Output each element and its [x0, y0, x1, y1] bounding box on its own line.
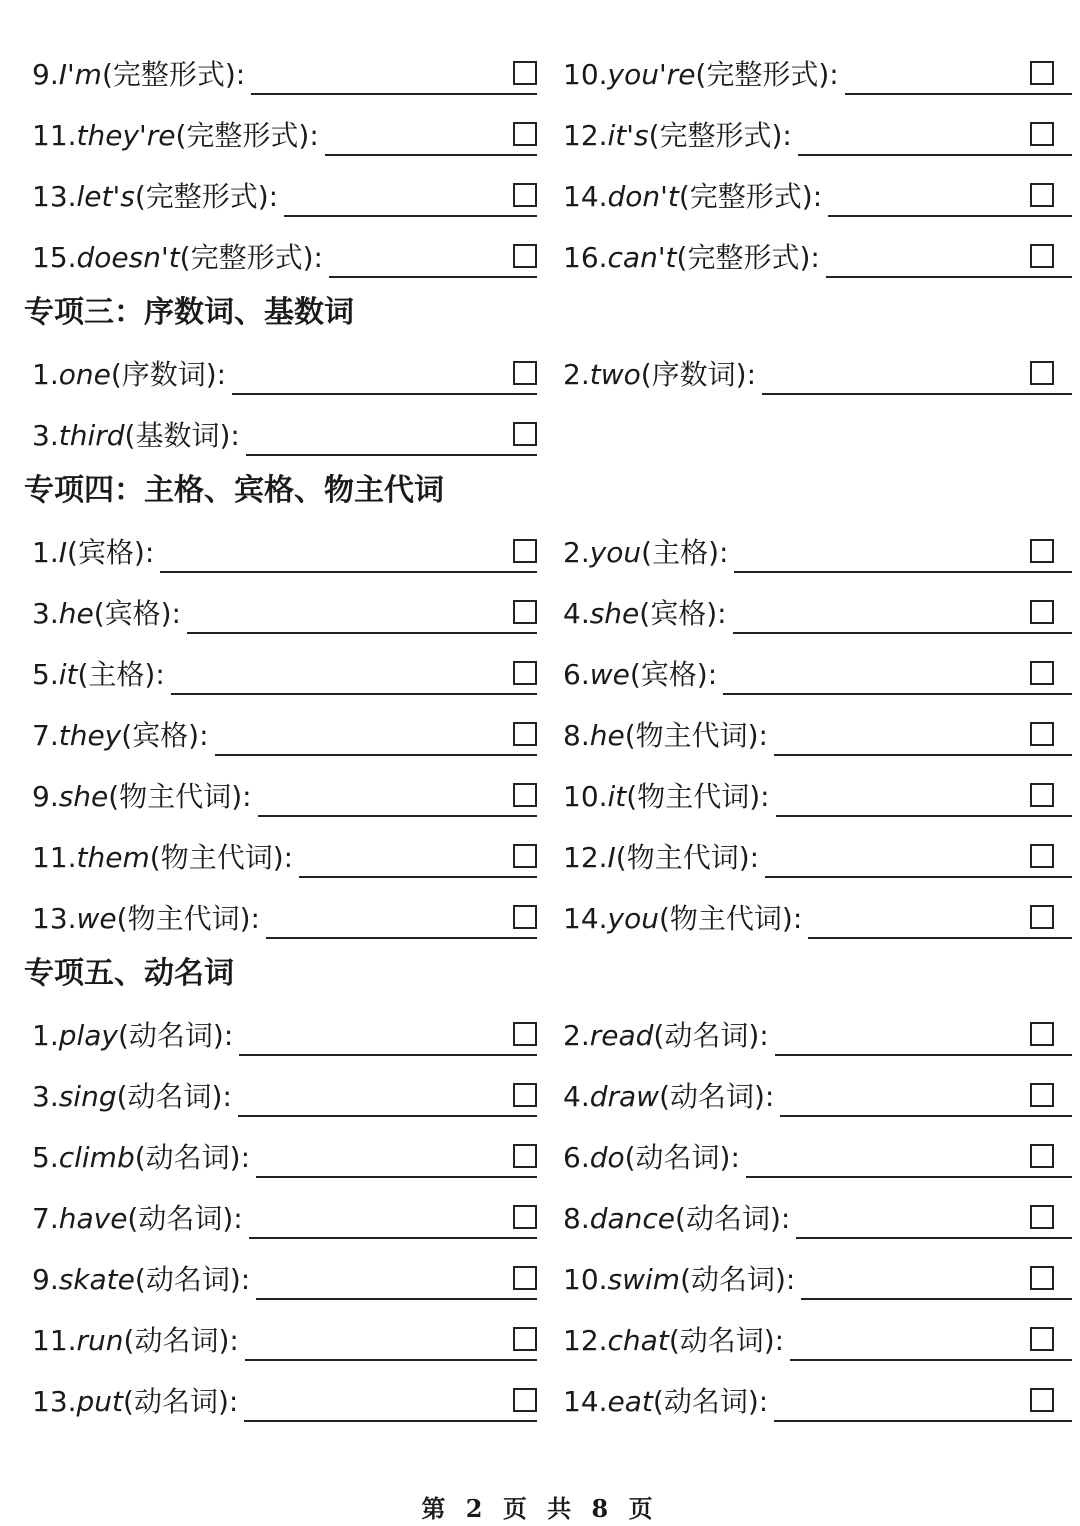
question-row: [22, 399, 1072, 460]
question-item: [547, 38, 1072, 99]
answer-blank[interactable]: [251, 92, 537, 95]
answer-blank[interactable]: [765, 875, 1072, 878]
question-item: [547, 1121, 1072, 1182]
question-item: [22, 760, 547, 821]
checkbox[interactable]: [513, 361, 537, 385]
answer-blank[interactable]: [801, 1297, 1072, 1300]
question-item: [547, 577, 1072, 638]
answer-blank[interactable]: [775, 1053, 1072, 1056]
question-item: [22, 699, 547, 760]
question-item: [22, 99, 547, 160]
answer-blank[interactable]: [160, 570, 537, 573]
checkbox[interactable]: [513, 1083, 537, 1107]
question-item: [547, 99, 1072, 160]
answer-blank[interactable]: [733, 631, 1072, 634]
question-row: [22, 999, 1072, 1060]
question-item: [22, 399, 547, 460]
question-label: 13.let's(完整形式):: [32, 180, 279, 213]
question-item: [22, 338, 547, 399]
question-item: [547, 1243, 1072, 1304]
question-label: 7.they(宾格):: [32, 719, 209, 752]
checkbox[interactable]: [1030, 539, 1054, 563]
checkbox[interactable]: [1030, 1266, 1054, 1290]
question-item: [547, 160, 1072, 221]
question-label: 3.he(宾格):: [32, 597, 181, 630]
question-row: [22, 1060, 1072, 1121]
answer-blank[interactable]: [171, 692, 537, 695]
answer-blank[interactable]: [245, 1358, 537, 1361]
question-item: [22, 1182, 547, 1243]
answer-blank[interactable]: [249, 1236, 537, 1239]
answer-blank[interactable]: [244, 1419, 537, 1422]
checkbox[interactable]: [513, 1205, 537, 1229]
question-row: [22, 38, 1072, 99]
question-label: 11.them(物主代词):: [32, 841, 294, 874]
checkbox[interactable]: [1030, 122, 1054, 146]
question-label: 5.it(主格):: [32, 658, 165, 691]
checkbox[interactable]: [513, 1266, 537, 1290]
checkbox[interactable]: [1030, 1388, 1054, 1412]
question-label: 10.you're(完整形式):: [563, 58, 839, 91]
checkbox[interactable]: [513, 1022, 537, 1046]
question-row: [22, 1182, 1072, 1243]
checkbox[interactable]: [513, 783, 537, 807]
checkbox[interactable]: [1030, 722, 1054, 746]
checkbox[interactable]: [1030, 361, 1054, 385]
question-item: [547, 821, 1072, 882]
checkbox[interactable]: [1030, 783, 1054, 807]
question-label: 4.draw(动名词):: [563, 1080, 775, 1113]
question-label: 9.I'm(完整形式):: [32, 58, 246, 91]
answer-blank[interactable]: [215, 753, 537, 756]
question-label: 8.he(物主代词):: [563, 719, 768, 752]
checkbox[interactable]: [1030, 1327, 1054, 1351]
question-item: [22, 38, 547, 99]
question-item: [547, 760, 1072, 821]
checkbox[interactable]: [513, 539, 537, 563]
answer-blank[interactable]: [790, 1358, 1072, 1361]
checkbox[interactable]: [1030, 661, 1054, 685]
question-label: 10.it(物主代词):: [563, 780, 770, 813]
question-label: 9.she(物主代词):: [32, 780, 252, 813]
section-heading: 专项五、动名词: [24, 956, 234, 991]
answer-blank[interactable]: [776, 814, 1072, 817]
checkbox[interactable]: [1030, 244, 1054, 268]
checkbox[interactable]: [1030, 600, 1054, 624]
section-heading: 专项三：序数词、基数词: [24, 295, 354, 330]
answer-blank[interactable]: [239, 1053, 537, 1056]
question-item: [22, 160, 547, 221]
page-footer: 第 2 页 共 8 页: [421, 1494, 659, 1523]
question-item: [22, 821, 547, 882]
checkbox[interactable]: [513, 422, 537, 446]
question-item: [22, 1243, 547, 1304]
question-label: 5.climb(动名词):: [32, 1141, 251, 1174]
question-label: 14.don't(完整形式):: [563, 180, 823, 213]
checkbox[interactable]: [1030, 1144, 1054, 1168]
answer-blank[interactable]: [746, 1175, 1072, 1178]
question-label: 3.third(基数词):: [32, 419, 240, 452]
answer-blank[interactable]: [325, 153, 537, 156]
question-label: 11.run(动名词):: [32, 1324, 239, 1357]
question-label: 14.eat(动名词):: [563, 1385, 769, 1418]
checkbox[interactable]: [513, 844, 537, 868]
checkbox[interactable]: [513, 1144, 537, 1168]
checkbox[interactable]: [513, 661, 537, 685]
question-item: [547, 399, 1072, 460]
answer-blank[interactable]: [299, 875, 537, 878]
question-label: 16.can't(完整形式):: [563, 241, 820, 274]
question-item: [547, 516, 1072, 577]
question-row: [22, 221, 1072, 282]
section-heading: 专项四：主格、宾格、物主代词: [24, 473, 444, 508]
question-label: 8.dance(动名词):: [563, 1202, 791, 1235]
question-row: [22, 338, 1072, 399]
question-item: [22, 221, 547, 282]
question-label: 15.doesn't(完整形式):: [32, 241, 323, 274]
question-row: [22, 1304, 1072, 1365]
answer-blank[interactable]: [723, 692, 1072, 695]
checkbox[interactable]: [513, 183, 537, 207]
question-row: [22, 160, 1072, 221]
question-item: [22, 1365, 547, 1426]
checkbox[interactable]: [513, 600, 537, 624]
question-row: [22, 1243, 1072, 1304]
checkbox[interactable]: [1030, 1205, 1054, 1229]
checkbox[interactable]: [513, 1327, 537, 1351]
question-label: 2.you(主格):: [563, 536, 729, 569]
question-item: [547, 1182, 1072, 1243]
question-item: [22, 882, 547, 943]
question-row: [22, 99, 1072, 160]
checkbox[interactable]: [513, 722, 537, 746]
question-row: [22, 1121, 1072, 1182]
checkbox[interactable]: [1030, 905, 1054, 929]
question-row: [22, 516, 1072, 577]
question-item: [22, 1060, 547, 1121]
question-item: [22, 638, 547, 699]
question-row: [22, 1365, 1072, 1426]
question-row: [22, 882, 1072, 943]
question-label: 1.I(宾格):: [32, 536, 155, 569]
answer-blank[interactable]: [258, 814, 537, 817]
answer-blank[interactable]: [256, 1175, 537, 1178]
question-row: [22, 821, 1072, 882]
question-label: 3.sing(动名词):: [32, 1080, 232, 1113]
answer-blank[interactable]: [796, 1236, 1072, 1239]
answer-blank[interactable]: [780, 1114, 1072, 1117]
checkbox[interactable]: [1030, 183, 1054, 207]
question-label: 12.it's(完整形式):: [563, 119, 792, 152]
question-item: [22, 577, 547, 638]
question-item: [547, 1304, 1072, 1365]
question-item: [547, 1060, 1072, 1121]
answer-blank[interactable]: [329, 275, 537, 278]
question-item: [547, 638, 1072, 699]
question-label: 13.we(物主代词):: [32, 902, 260, 935]
question-item: [22, 1304, 547, 1365]
checkbox[interactable]: [1030, 61, 1054, 85]
answer-blank[interactable]: [828, 214, 1072, 217]
question-label: 7.have(动名词):: [32, 1202, 243, 1235]
question-label: 2.two(序数词):: [563, 358, 757, 391]
question-item: [547, 221, 1072, 282]
question-label: 12.I(物主代词):: [563, 841, 760, 874]
question-item: [547, 699, 1072, 760]
question-label: 6.do(动名词):: [563, 1141, 740, 1174]
checkbox[interactable]: [513, 61, 537, 85]
checkbox[interactable]: [1030, 1083, 1054, 1107]
question-item: [22, 1121, 547, 1182]
question-label: 10.swim(动名词):: [563, 1263, 796, 1296]
answer-blank[interactable]: [826, 275, 1072, 278]
question-item: [547, 338, 1072, 399]
checkbox[interactable]: [1030, 1022, 1054, 1046]
answer-blank[interactable]: [808, 936, 1072, 939]
question-label: 4.she(宾格):: [563, 597, 727, 630]
answer-blank[interactable]: [845, 92, 1072, 95]
answer-blank[interactable]: [238, 1114, 537, 1117]
answer-blank[interactable]: [774, 753, 1072, 756]
question-item: [547, 882, 1072, 943]
checkbox[interactable]: [1030, 844, 1054, 868]
checkbox[interactable]: [513, 122, 537, 146]
answer-blank[interactable]: [798, 153, 1072, 156]
answer-blank[interactable]: [266, 936, 537, 939]
question-label: 12.chat(动名词):: [563, 1324, 785, 1357]
question-row: [22, 577, 1072, 638]
answer-blank[interactable]: [256, 1297, 537, 1300]
question-label: 2.read(动名词):: [563, 1019, 769, 1052]
checkbox[interactable]: [513, 1388, 537, 1412]
question-item: [22, 999, 547, 1060]
answer-blank[interactable]: [246, 453, 537, 456]
question-label: 13.put(动名词):: [32, 1385, 239, 1418]
answer-blank[interactable]: [774, 1419, 1072, 1422]
question-item: [547, 1365, 1072, 1426]
checkbox[interactable]: [513, 244, 537, 268]
checkbox[interactable]: [513, 905, 537, 929]
question-row: [22, 760, 1072, 821]
answer-blank[interactable]: [232, 392, 537, 395]
question-row: [22, 699, 1072, 760]
question-item: [22, 516, 547, 577]
answer-blank[interactable]: [734, 570, 1072, 573]
answer-blank[interactable]: [284, 214, 537, 217]
question-label: 14.you(物主代词):: [563, 902, 803, 935]
answer-blank[interactable]: [762, 392, 1072, 395]
answer-blank[interactable]: [187, 631, 537, 634]
question-label: 6.we(宾格):: [563, 658, 718, 691]
question-label: 1.play(动名词):: [32, 1019, 234, 1052]
question-item: [547, 999, 1072, 1060]
question-label: 9.skate(动名词):: [32, 1263, 251, 1296]
question-label: 1.one(序数词):: [32, 358, 227, 391]
question-row: [22, 638, 1072, 699]
question-label: 11.they're(完整形式):: [32, 119, 319, 152]
